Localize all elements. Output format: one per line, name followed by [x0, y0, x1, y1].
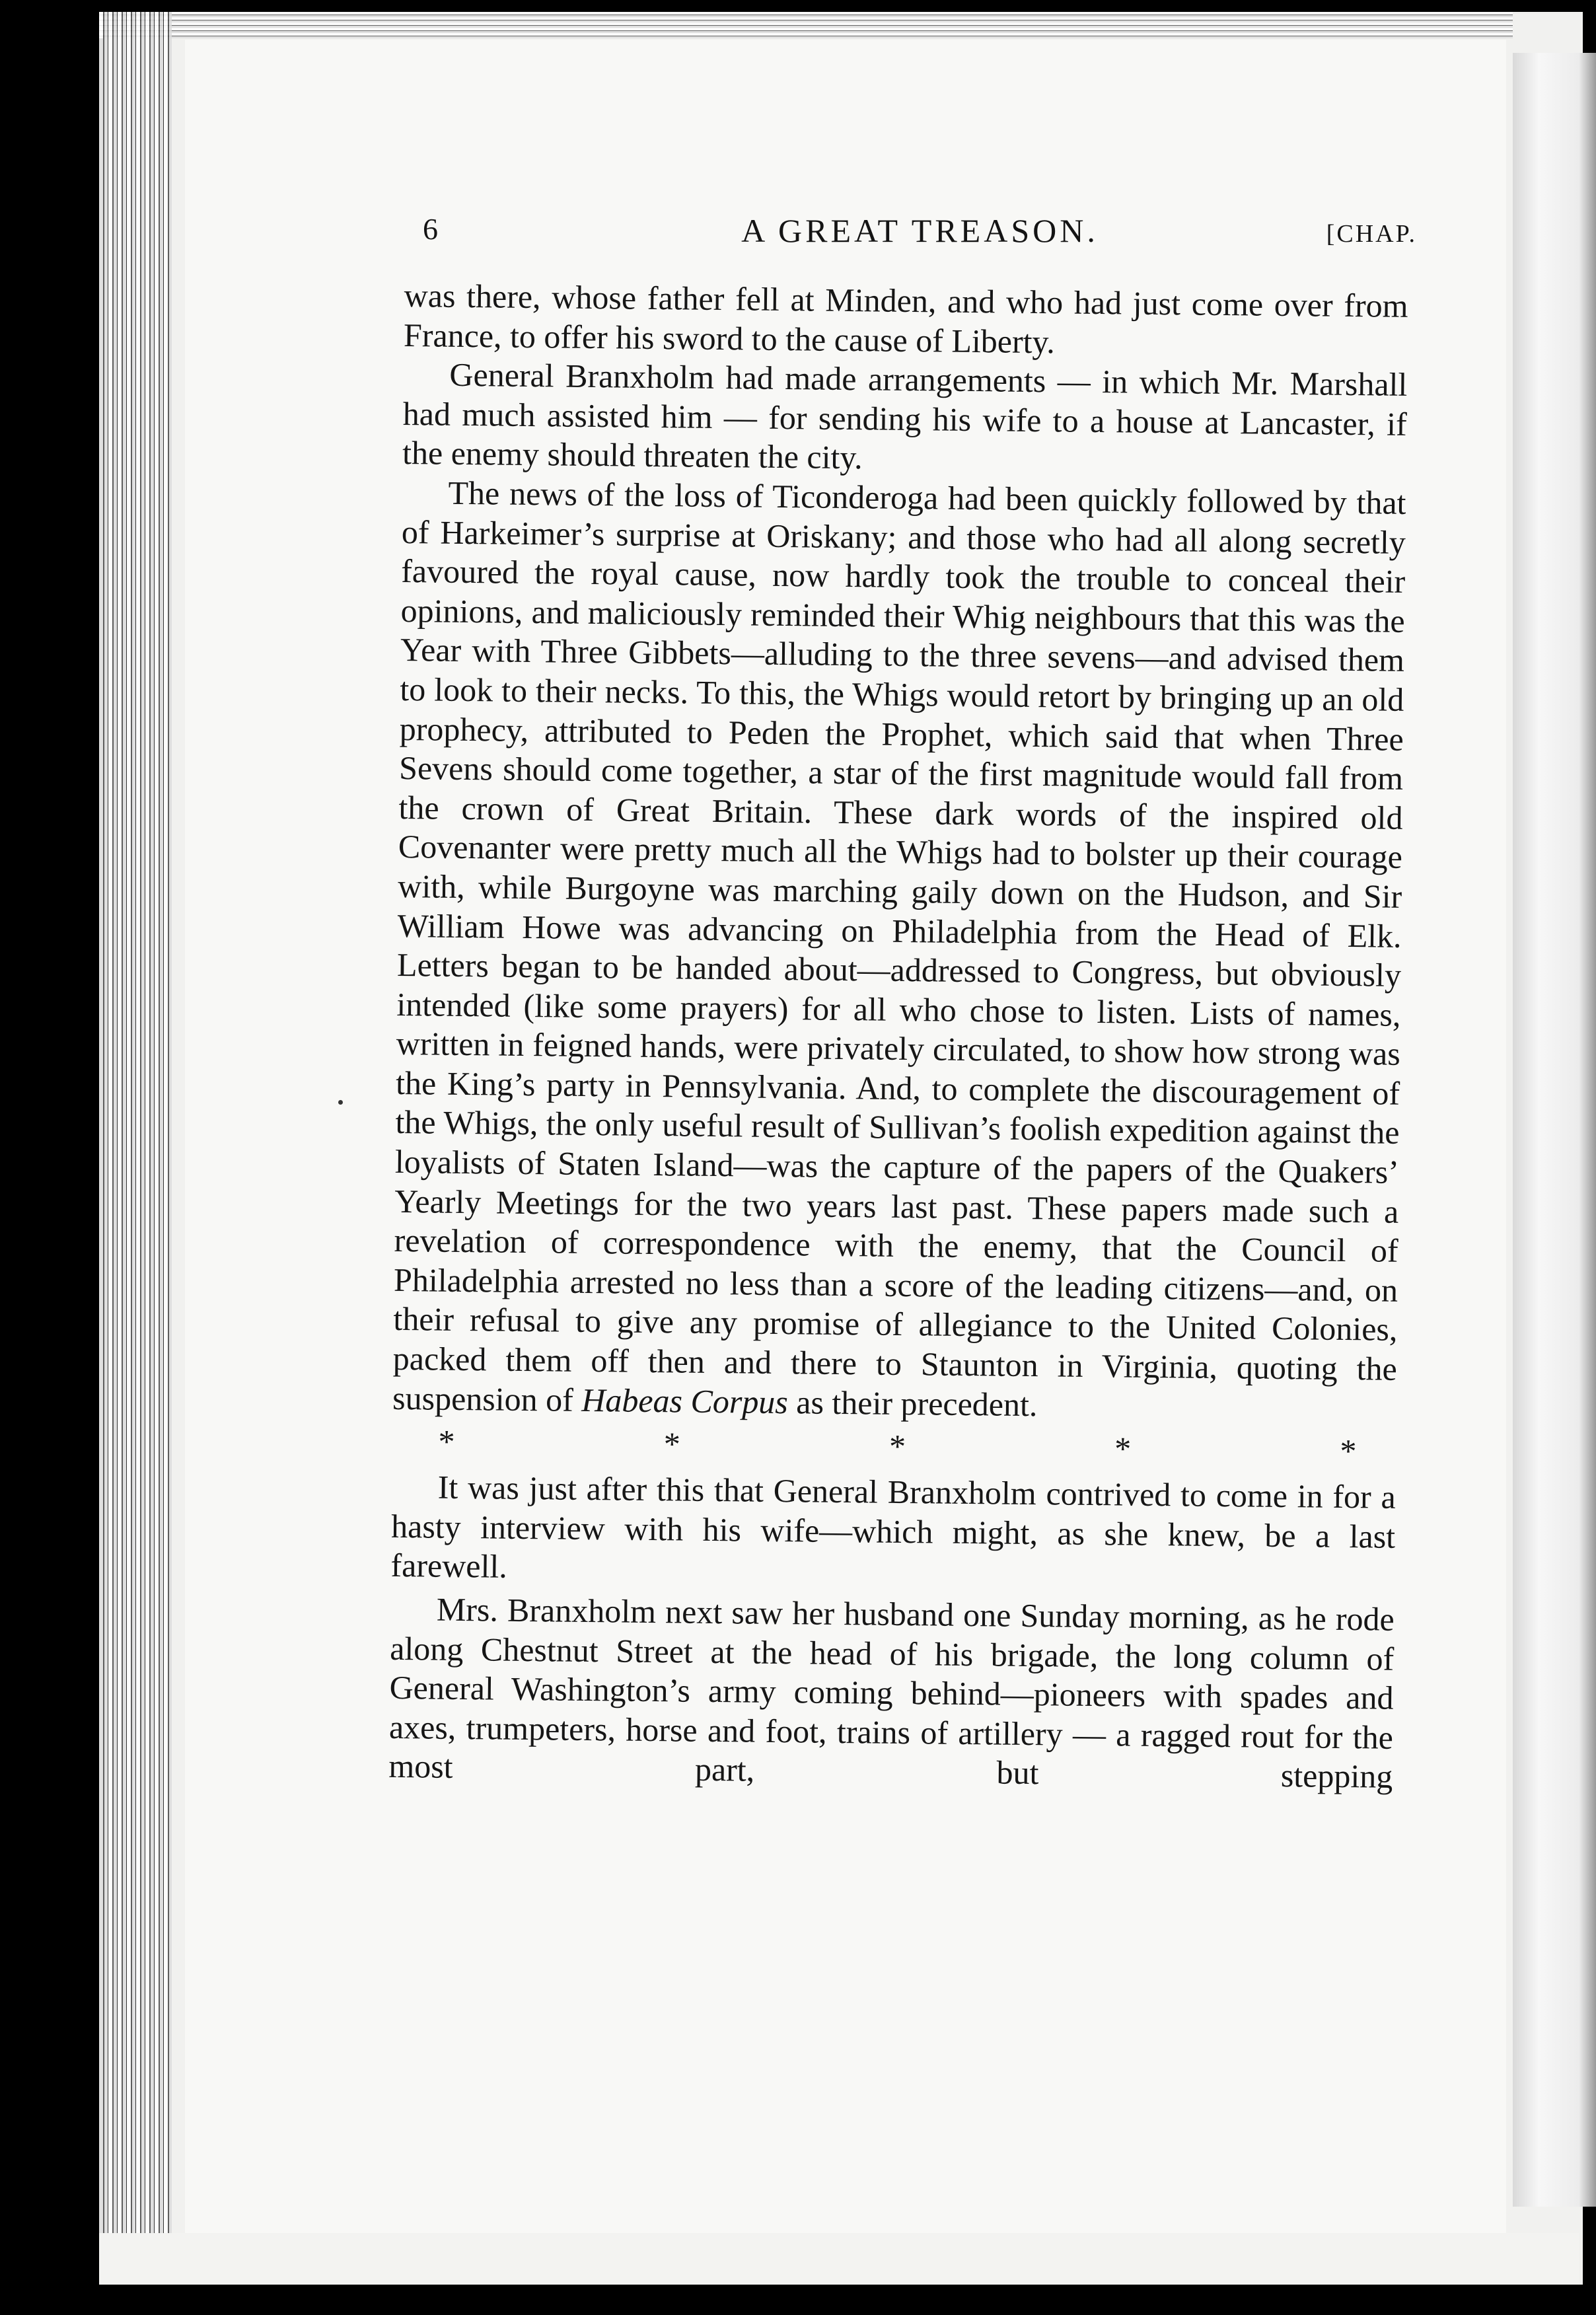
paragraph-continued: was there, whose father fell at Minden, and who had just come over from France, to offer his sword to the cause of Liberty.: [403, 276, 1408, 360]
section-star: *: [889, 1428, 906, 1465]
italic-habeas-corpus: Habeas Corpus: [581, 1381, 789, 1420]
bottom-page-edge: [99, 2233, 1579, 2285]
chapter-mark: [CHAP.: [1326, 220, 1417, 248]
running-head: [423, 211, 1417, 264]
page-stack-edge: [99, 12, 172, 2285]
paragraph-ticonderoga-text: The news of the loss of Ticonderoga had been quickly followed by that of Harkeimer’s surprise at Oriskany; and those who had all along secretly favoured the royal cause, now hardly took the trouble to conceal their opinions, and maliciously reminded their Whig neighbours that this was the Year with Three Gibbets—alluding to the three sevens—and advised them to look to their necks. To this, the Whigs would retort by bringing up an old prophecy, attributed to Peden the Prophet, which said that when Three Sevens should come together, a star of the first magnitude would fall from the crown of Great Britain. These dark words of the inspired old Covenanter were pretty much all the Whigs had to bolster up their courage with, while Burgoyne was marching gaily down on the Hudson, and Sir William Howe was advancing on Philadelphia from the Head of Elk. Letters began to be handed about—addressed to Congress, but obviously intended (like some prayers) for all who chose to listen. Lists of names, written in feigned hands, were privately circulated, to show how strong was the King’s party in Pennsylvania. And, to complete the discouragement of the Whigs, the only useful result of Sullivan’s foolish expedition against the loyalists of Staten Island—was the capture of the papers of the Quakers’ Yearly Meetings for the two years last past. These papers made such a revelation of correspondence with the enemy, that the Council of Philadelphia arrested no less than a score of the leading citizens—and, on their refusal to give any promise of allegiance to the United Colonies, packed them off then and there to Staunton in Virginia, quoting the suspension of: [392, 474, 1406, 1418]
right-page-edge: [1513, 53, 1596, 2207]
page-top-edge: [99, 12, 1513, 38]
paragraph-arrangements: General Branxholm had made arrangements — in which Mr. Marshall had much assisted him — for sending his wife to a house at Lancaster, if the enemy should threaten the city.: [402, 355, 1408, 476]
body-text: [388, 276, 1408, 1797]
section-star: *: [438, 1422, 455, 1461]
running-title: A GREAT TREASON.: [741, 212, 1099, 249]
paragraph-interview: It was just after this that General Branxholm contrived to come in for a hasty interview with his wife—which might, as she knew, be a last farewell.: [390, 1468, 1396, 1586]
section-star: *: [1340, 1432, 1357, 1470]
section-break: [392, 1422, 1396, 1471]
paragraph-ticonderoga-end: as their precedent.: [787, 1383, 1038, 1423]
margin-speck: [338, 1100, 343, 1105]
paragraph-ticonderoga: [392, 473, 1406, 1428]
page-number: 6: [423, 212, 438, 246]
section-star: *: [1114, 1430, 1132, 1467]
paragraph-chestnut-street: Mrs. Branxholm next saw her husband one Sunday morning, as he rode along Chestnut Street at the head of his brigade, the long column of General Washington’s army coming behind—pioneers with spades and axes, trumpeters, horse and foot, trains of artillery — a ragged rout for the most part, but stepping: [388, 1590, 1395, 1796]
section-star: *: [663, 1425, 681, 1463]
